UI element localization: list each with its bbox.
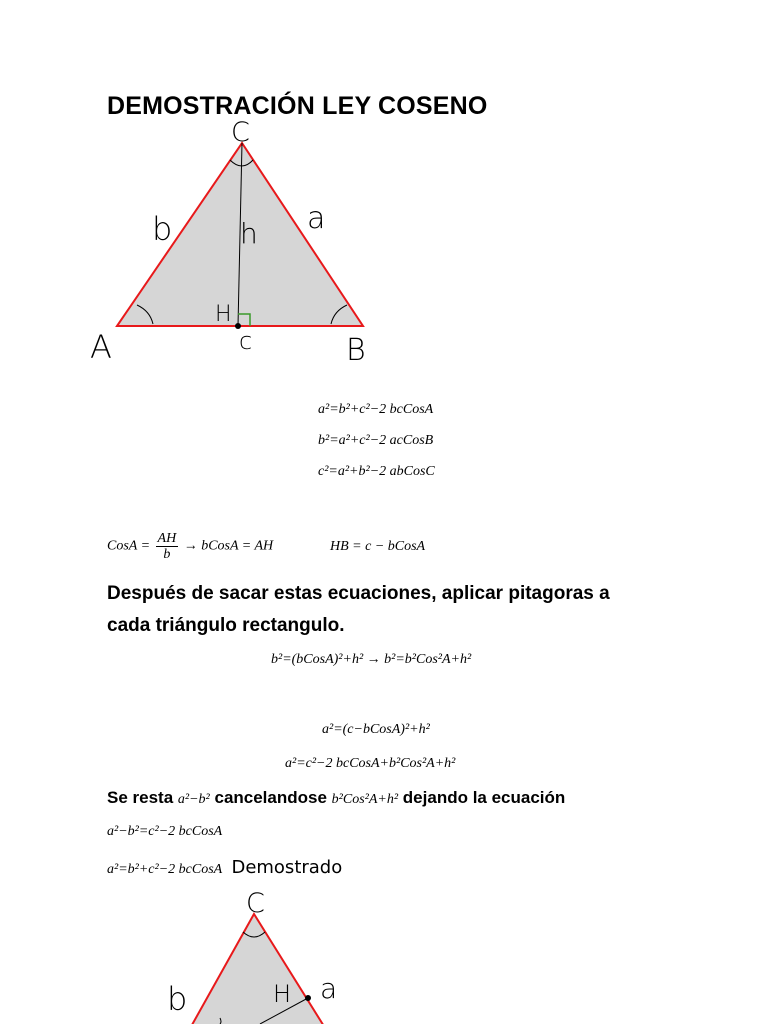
side-label-a: a	[307, 201, 326, 236]
triangle-diagram	[80, 115, 390, 370]
cosine-law-c: c²=a²+b²−2 abCosC	[318, 464, 435, 479]
foot-point-2	[305, 995, 311, 1001]
result-eq-2-row	[107, 857, 342, 878]
subtract-prefix: Se resta	[107, 788, 174, 807]
subtract-diff: a²−b²	[177, 792, 210, 807]
result-eq-2: a²=b²+c²−2 bcCosA	[107, 862, 222, 877]
vertex-label-a: A	[90, 328, 112, 366]
cos-a-rhs: → bCosA = AH	[183, 538, 274, 554]
base-label-c: c	[239, 327, 253, 355]
instruction-paragraph: Después de sacar estas ecuaciones, aplicar pitagoras a cada triángulo rectangulo.	[107, 583, 610, 636]
subtract-suffix: dejando la ecuación	[402, 788, 566, 807]
side-label-b: b	[152, 210, 173, 248]
hb-relation: HB = c − bCosA	[330, 539, 426, 554]
fraction-numerator: AH	[157, 531, 177, 546]
side-label-b-2: b	[167, 980, 188, 1018]
subtract-cancel: b²Cos²A+h²	[331, 792, 399, 807]
result-eq-1: a²−b²=c²−2 bcCosA	[107, 824, 223, 839]
vertex-label-c-2: C	[246, 890, 265, 919]
height-label-h: h	[240, 217, 258, 250]
subtract-middle: cancelandose	[214, 788, 327, 807]
side-label-a-2: a	[320, 972, 338, 1005]
demostrado-label: Demostrado	[231, 857, 343, 878]
cos-a-fraction	[156, 531, 179, 562]
vertex-label-b: B	[346, 333, 366, 368]
triangle-diagram-2	[150, 890, 370, 1024]
foot-label-h: H	[215, 302, 232, 327]
foot-label-h-2: H	[273, 980, 292, 1008]
vertex-label-c: C	[231, 117, 250, 148]
pythagoras-eq-1: b²=(bCosA)²+h² → b²=b²Cos²A+h²	[271, 652, 472, 667]
subtract-line	[107, 782, 565, 816]
cos-a-lhs: CosA =	[107, 538, 151, 554]
pythagoras-eq-3: a²=c²−2 bcCosA+b²Cos²A+h²	[285, 756, 456, 771]
pythagoras-eq-2: a²=(c−bCosA)²+h²	[322, 722, 430, 737]
cos-a-relation	[107, 531, 273, 562]
fraction-denominator: b	[163, 547, 171, 562]
cosine-law-a: a²=b²+c²−2 bcCosA	[318, 402, 434, 417]
page-title: DEMOSTRACIÓN LEY COSENO	[107, 92, 488, 120]
cosine-law-b: b²=a²+c²−2 acCosB	[318, 433, 434, 448]
